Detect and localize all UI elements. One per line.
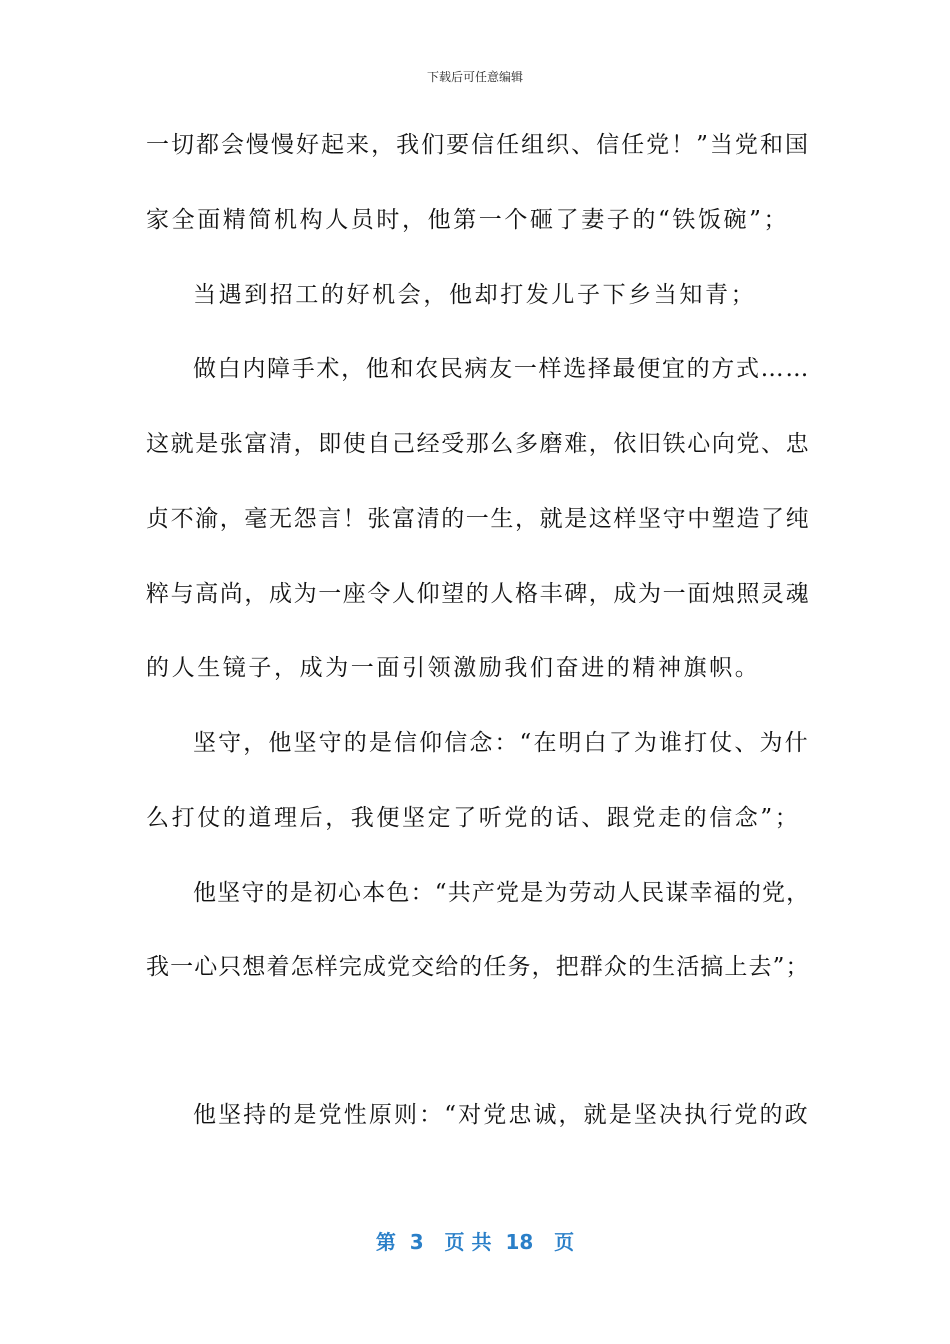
page-number-footer: 第 3 页 共 18 页 [375,1230,575,1254]
text-line-2: 家全面精简机构人员时，他第一个砸了妻子的“铁饭碗”； [146,207,790,233]
text-line-7: 粹与高尚，成为一座令人仰望的人格丰碑，成为一面烛照灵魂 [146,581,811,607]
text-line-4: 做白内障手术，他和农民病友一样选择最便宜的方式…… [193,356,810,382]
page-header-note: 下载后可任意编辑 [426,70,523,84]
text-line-5: 这就是张富清，即使自己经受那么多磨难，依旧铁心向党、忠 [146,431,811,457]
text-line-6: 贞不渝，毫无怨言！张富清的一生，就是这样坚守中塑造了纯 [146,506,811,532]
text-line-10: 么打仗的道理后，我便坚定了听党的话、跟党走的信念”； [146,805,801,831]
text-line-12: 我一心只想着怎样完成党交给的任务，把群众的生活搞上去”； [146,954,810,980]
text-line-13: 他坚持的是党性原则：“对党忠诚，就是坚决执行党的政 [193,1102,810,1128]
text-line-1: 一切都会慢慢好起来，我们要信任组织、信任党！”当党和国 [146,132,810,158]
text-line-9: 坚守，他坚守的是信仰信念：“在明白了为谁打仗、为什 [193,730,810,756]
text-line-11: 他坚守的是初心本色：“共产党是为劳动人民谋幸福的党， [193,880,811,906]
text-line-8: 的人生镜子，成为一面引领激励我们奋进的精神旗帜。 [146,655,761,681]
text-line-3: 当遇到招工的好机会，他却打发儿子下乡当知青； [193,282,757,308]
